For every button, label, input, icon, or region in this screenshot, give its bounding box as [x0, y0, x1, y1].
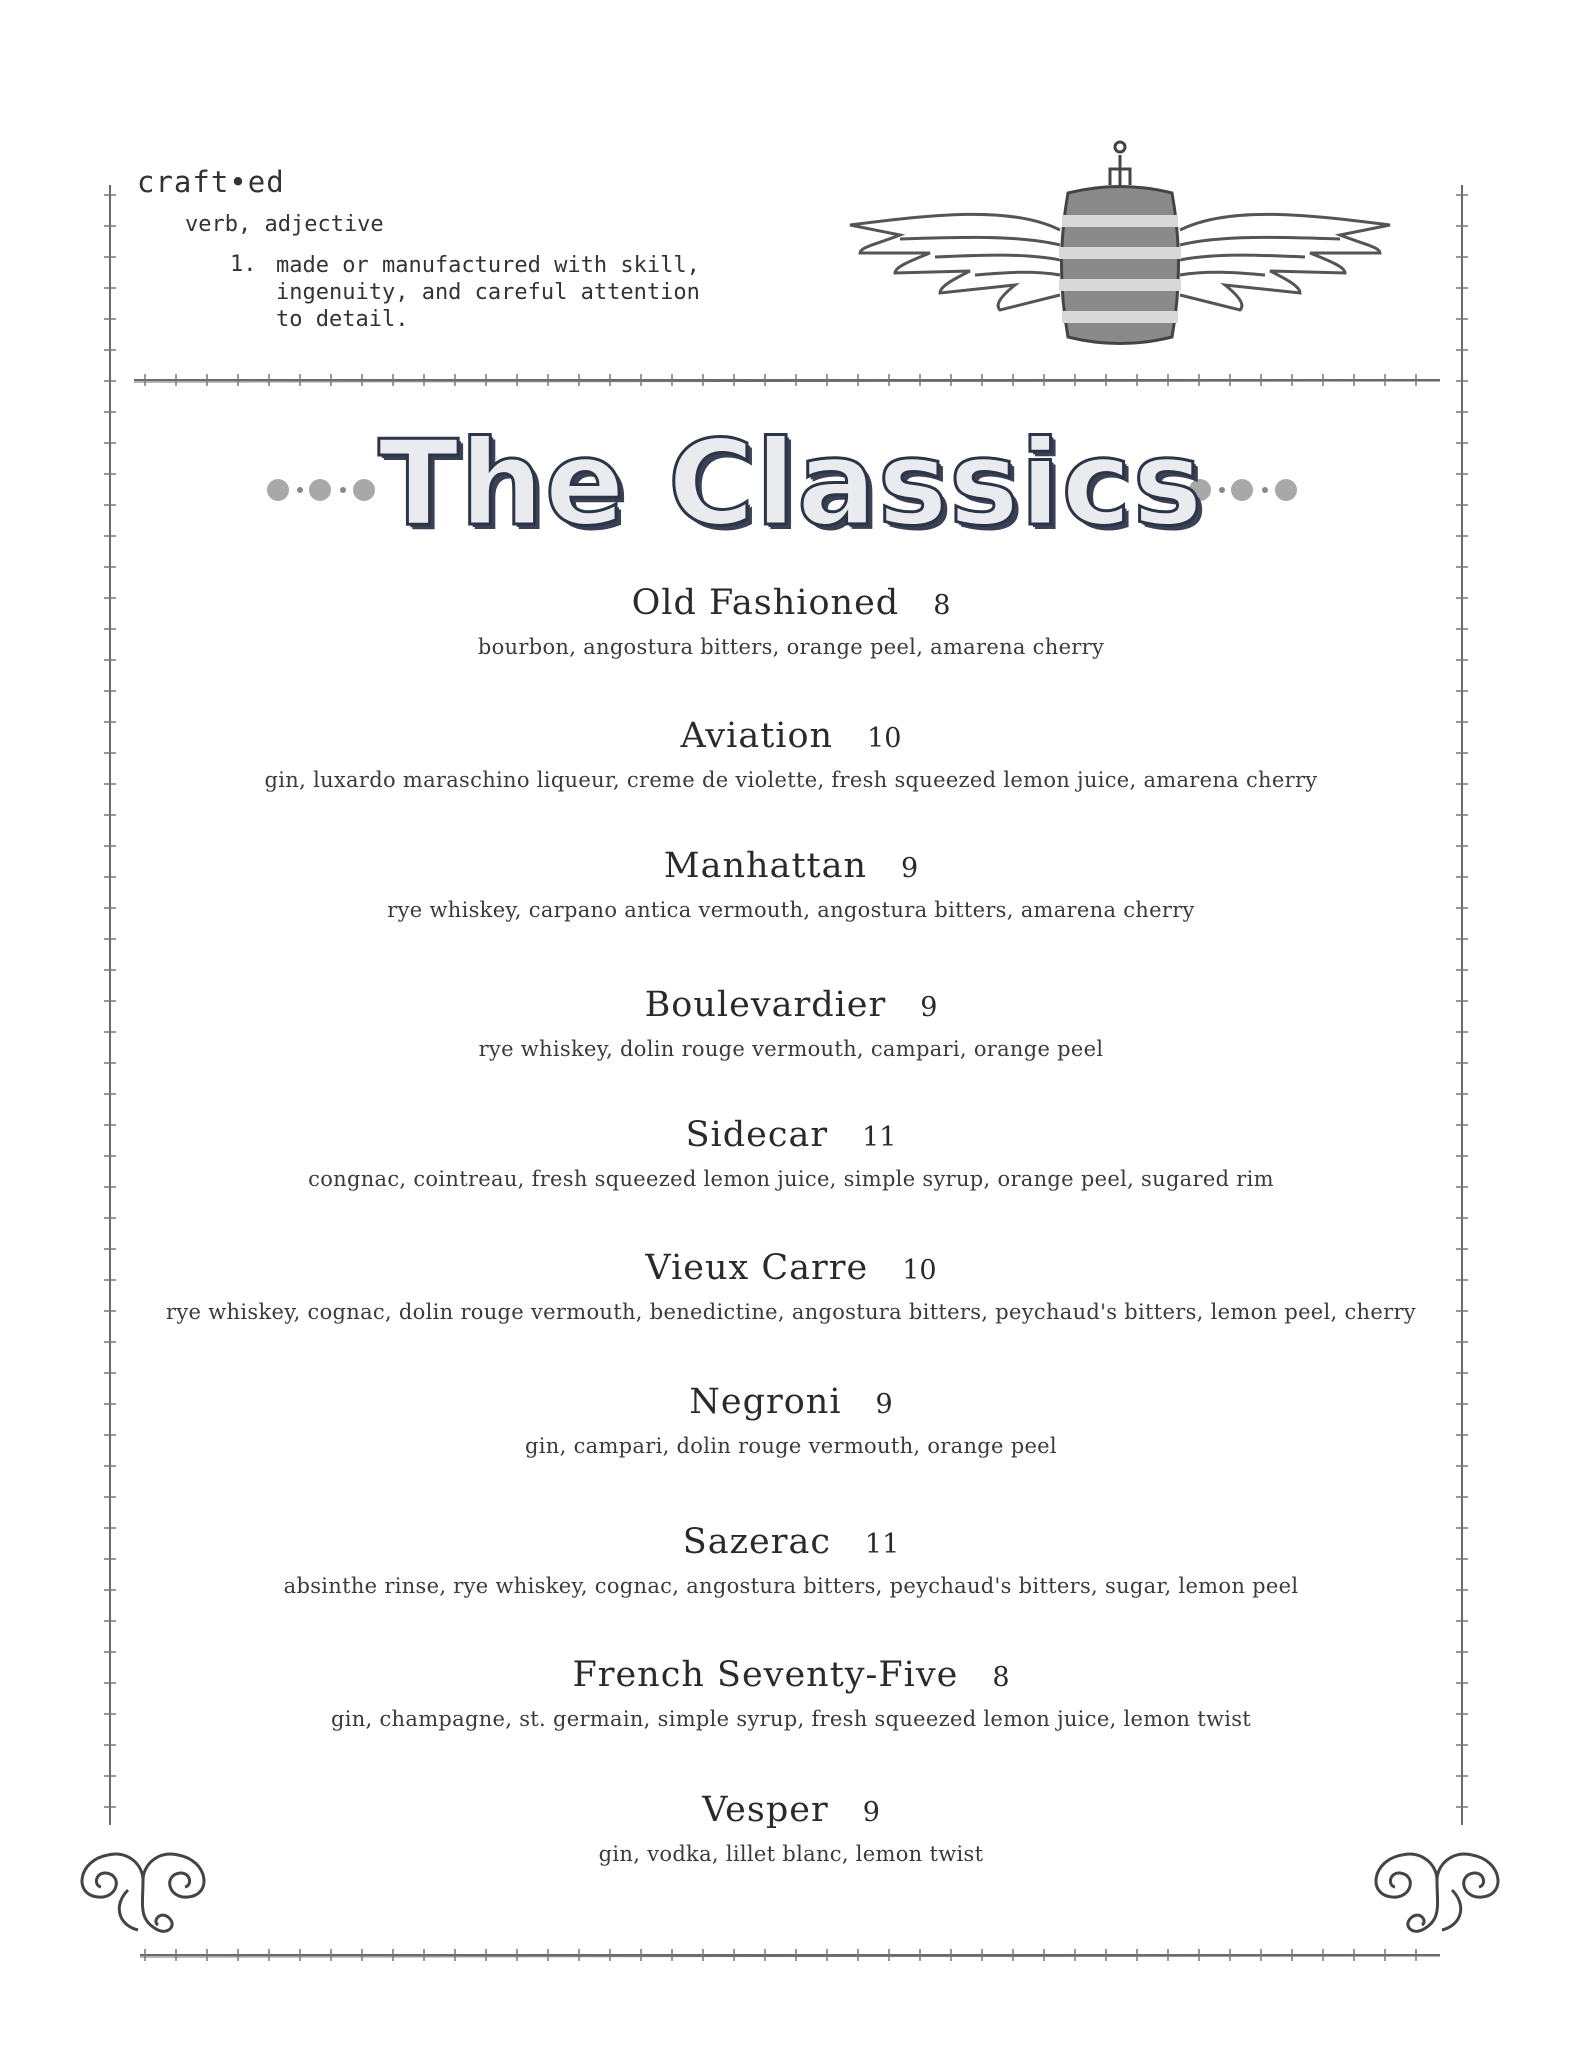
drink-item [0, 846, 1582, 922]
definition-number: 1. [230, 252, 257, 277]
drink-heading [0, 1382, 1582, 1422]
drink-item [0, 1248, 1582, 1324]
drink-ingredients: absinthe rinse, rye whiskey, cognac, angostura bitters, peychaud's bitters, sugar, lemon peel [283, 1574, 1299, 1598]
drink-name: Boulevardier [644, 985, 887, 1025]
drink-item [0, 1790, 1582, 1866]
drink-name: Sidecar [685, 1115, 829, 1155]
drink-ingredients: gin, champagne, st. germain, simple syrup, fresh squeezed lemon juice, lemon twist [330, 1707, 1252, 1731]
drink-item [0, 1115, 1582, 1191]
drink-name: Vesper [702, 1790, 829, 1830]
drink-ingredients: rye whiskey, cognac, dolin rouge vermouth, benedictine, angostura bitters, peychaud's bitters, lemon peel, cherry [166, 1300, 1416, 1324]
drink-heading [0, 985, 1582, 1025]
drink-price: 8 [933, 590, 951, 621]
drink-price: 11 [864, 1529, 900, 1560]
drink-price: 9 [875, 1389, 893, 1420]
winged-barrel-icon [840, 135, 1400, 355]
drink-name: Manhattan [663, 846, 867, 886]
drink-price: 8 [992, 1662, 1010, 1693]
drink-heading [0, 716, 1582, 756]
drink-item [0, 716, 1582, 792]
drink-heading [0, 1115, 1582, 1155]
drink-item [0, 583, 1582, 659]
drink-name: Old Fashioned [631, 583, 900, 623]
drink-ingredients: gin, campari, dolin rouge vermouth, orange peel [525, 1434, 1057, 1458]
drink-name: French Seventy-Five [572, 1655, 959, 1695]
definition-part-of-speech: verb, adjective [185, 212, 384, 237]
drink-name: Aviation [680, 716, 834, 756]
drink-price: 9 [862, 1797, 880, 1828]
drink-item [0, 1655, 1582, 1731]
drink-ingredients: bourbon, angostura bitters, orange peel, amarena cherry [477, 635, 1105, 659]
swirl-flourish-icon [1362, 1835, 1512, 1940]
drink-price: 11 [862, 1122, 897, 1153]
drink-ingredients: gin, vodka, lillet blanc, lemon twist [598, 1842, 984, 1866]
drink-price: 10 [867, 723, 902, 754]
drink-heading [0, 846, 1582, 886]
drink-ingredients: rye whiskey, dolin rouge vermouth, campari, orange peel [478, 1037, 1104, 1061]
drink-item [0, 1522, 1582, 1598]
swirl-flourish-icon [68, 1835, 218, 1940]
drink-heading [0, 1655, 1582, 1695]
drink-ingredients: congnac, cointreau, fresh squeezed lemon juice, simple syrup, orange peel, sugared rim [308, 1167, 1274, 1191]
drink-price: 9 [920, 992, 938, 1023]
drink-ingredients: gin, luxardo maraschino liqueur, creme de violette, fresh squeezed lemon juice, amarena cherry [264, 768, 1318, 792]
drink-item [0, 1382, 1582, 1458]
definition-text: made or manufactured with skill, ingenuity, and careful attention to detail. [276, 253, 700, 332]
definition-word: craft•ed [137, 165, 285, 199]
drink-heading [0, 1522, 1582, 1562]
drink-heading [0, 583, 1582, 623]
drink-name: Sazerac [682, 1522, 831, 1562]
drink-ingredients: rye whiskey, carpano antica vermouth, angostura bitters, amarena cherry [387, 898, 1195, 922]
drink-item [0, 985, 1582, 1061]
drink-name: Negroni [689, 1382, 842, 1422]
menu-title: The Classics [378, 414, 1204, 552]
drink-heading [0, 1248, 1582, 1288]
drink-price: 9 [901, 853, 919, 884]
drink-price: 10 [902, 1255, 937, 1286]
drink-heading [0, 1790, 1582, 1830]
drink-name: Vieux Carre [645, 1248, 869, 1288]
